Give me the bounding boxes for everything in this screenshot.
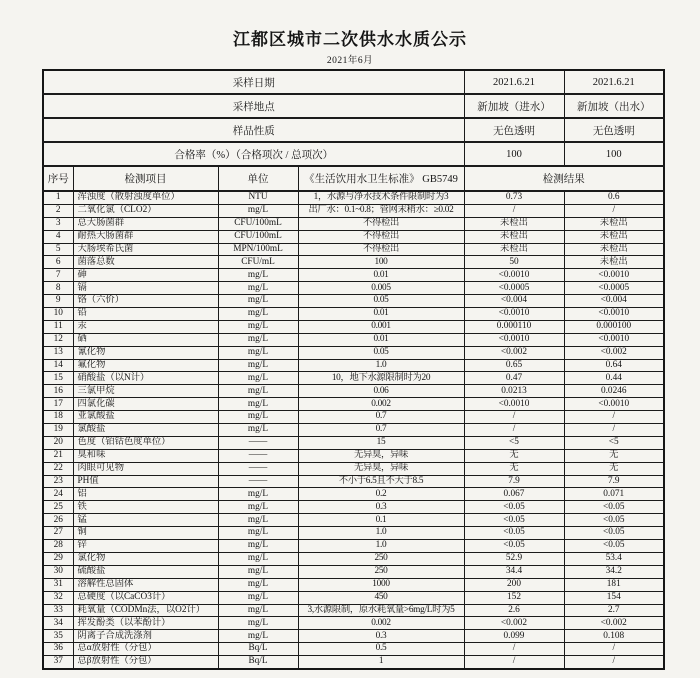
table-row bbox=[43, 604, 664, 617]
item-name: 铜 bbox=[73, 527, 218, 540]
item-name: 硫酸盐 bbox=[73, 565, 218, 578]
row-index: 26 bbox=[43, 514, 73, 527]
result-inlet: 0.099 bbox=[464, 630, 564, 643]
standard-cell: 0.005 bbox=[298, 282, 464, 295]
result-inlet: <0.002 bbox=[464, 346, 564, 359]
row-index: 23 bbox=[43, 475, 73, 488]
row-index: 4 bbox=[43, 230, 73, 243]
standard-cell: 0.06 bbox=[298, 385, 464, 398]
unit-cell: mg/L bbox=[218, 372, 298, 385]
table-row bbox=[43, 578, 664, 591]
standard-cell: 0.7 bbox=[298, 411, 464, 424]
item-name: 四氯化碳 bbox=[73, 398, 218, 411]
unit-cell: mg/L bbox=[218, 578, 298, 591]
table-row bbox=[43, 308, 664, 321]
item-name: 亚氯酸盐 bbox=[73, 411, 218, 424]
standard-cell: 0.001 bbox=[298, 320, 464, 333]
row-index: 17 bbox=[43, 398, 73, 411]
standard-cell: 无异臭，异味 bbox=[298, 449, 464, 462]
result-outlet: 53.4 bbox=[564, 552, 664, 565]
row-index: 37 bbox=[43, 656, 73, 669]
table-row bbox=[43, 527, 664, 540]
result-outlet: <0.002 bbox=[564, 617, 664, 630]
table-row bbox=[43, 514, 664, 527]
column-header-no: 序号 bbox=[43, 166, 73, 191]
unit-cell: CFU/mL bbox=[218, 256, 298, 269]
row-index: 12 bbox=[43, 333, 73, 346]
result-outlet: / bbox=[564, 424, 664, 437]
result-outlet: <0.05 bbox=[564, 527, 664, 540]
standard-cell: 0.002 bbox=[298, 617, 464, 630]
table-row bbox=[43, 475, 664, 488]
result-outlet: 0.6 bbox=[564, 191, 664, 204]
row-index: 28 bbox=[43, 540, 73, 553]
column-header-unit: 单位 bbox=[218, 166, 298, 191]
table-row bbox=[43, 630, 664, 643]
result-outlet: 无 bbox=[564, 462, 664, 475]
row-index: 8 bbox=[43, 282, 73, 295]
standard-cell: 0.1 bbox=[298, 514, 464, 527]
table-row bbox=[43, 617, 664, 630]
table-row bbox=[43, 424, 664, 437]
info-row-sample-nature bbox=[43, 118, 664, 142]
unit-cell: —— bbox=[218, 462, 298, 475]
result-inlet: <0.05 bbox=[464, 501, 564, 514]
table-row bbox=[43, 501, 664, 514]
row-index: 13 bbox=[43, 346, 73, 359]
unit-cell: mg/L bbox=[218, 501, 298, 514]
info-label: 合格率（%）（合格项次 / 总项次） bbox=[43, 142, 464, 166]
table-row bbox=[43, 346, 664, 359]
result-outlet: 7.9 bbox=[564, 475, 664, 488]
unit-cell: mg/L bbox=[218, 565, 298, 578]
unit-cell: MPN/100mL bbox=[218, 243, 298, 256]
standard-cell: 0.7 bbox=[298, 424, 464, 437]
item-name: 氯化物 bbox=[73, 552, 218, 565]
table-row bbox=[43, 436, 664, 449]
table-row bbox=[43, 333, 664, 346]
result-inlet: 0.73 bbox=[464, 191, 564, 204]
unit-cell: Bq/L bbox=[218, 656, 298, 669]
row-index: 19 bbox=[43, 424, 73, 437]
row-index: 3 bbox=[43, 217, 73, 230]
unit-cell: mg/L bbox=[218, 385, 298, 398]
item-name: 大肠埃希氏菌 bbox=[73, 243, 218, 256]
info-section bbox=[43, 70, 664, 191]
table-row bbox=[43, 282, 664, 295]
unit-cell: CFU/100mL bbox=[218, 230, 298, 243]
table-row bbox=[43, 385, 664, 398]
result-outlet: <5 bbox=[564, 436, 664, 449]
unit-cell: mg/L bbox=[218, 398, 298, 411]
item-name: 砷 bbox=[73, 269, 218, 282]
row-index: 6 bbox=[43, 256, 73, 269]
item-name: 总大肠菌群 bbox=[73, 217, 218, 230]
unit-cell: mg/L bbox=[218, 204, 298, 217]
unit-cell: mg/L bbox=[218, 295, 298, 308]
standard-cell: 250 bbox=[298, 565, 464, 578]
row-index: 25 bbox=[43, 501, 73, 514]
result-inlet: <0.004 bbox=[464, 295, 564, 308]
standard-cell: 3,水源限制，原水耗氧量>6mg/L时为5 bbox=[298, 604, 464, 617]
result-outlet: / bbox=[564, 411, 664, 424]
table-row bbox=[43, 462, 664, 475]
item-name: 挥发酚类（以苯酚计） bbox=[73, 617, 218, 630]
table-row bbox=[43, 295, 664, 308]
unit-cell: mg/L bbox=[218, 308, 298, 321]
unit-cell: mg/L bbox=[218, 359, 298, 372]
result-inlet: 0.0213 bbox=[464, 385, 564, 398]
unit-cell: mg/L bbox=[218, 617, 298, 630]
result-inlet: 2.6 bbox=[464, 604, 564, 617]
unit-cell: mg/L bbox=[218, 333, 298, 346]
row-index: 30 bbox=[43, 565, 73, 578]
item-name: 二氧化氯（CLO2） bbox=[73, 204, 218, 217]
column-header-standard: 《生活饮用水卫生标准》 GB5749 bbox=[298, 166, 464, 191]
info-value-inlet: 新加坡（进水） bbox=[464, 94, 564, 118]
table-row bbox=[43, 191, 664, 204]
row-index: 2 bbox=[43, 204, 73, 217]
result-outlet: 154 bbox=[564, 591, 664, 604]
unit-cell: mg/L bbox=[218, 411, 298, 424]
column-header-row bbox=[43, 166, 664, 191]
standard-cell: 1.0 bbox=[298, 359, 464, 372]
result-inlet: 7.9 bbox=[464, 475, 564, 488]
result-outlet: <0.05 bbox=[564, 514, 664, 527]
row-index: 5 bbox=[43, 243, 73, 256]
info-value-outlet: 100 bbox=[564, 142, 664, 166]
unit-cell: NTU bbox=[218, 191, 298, 204]
item-name: 氯酸盐 bbox=[73, 424, 218, 437]
unit-cell: —— bbox=[218, 436, 298, 449]
standard-cell: 15 bbox=[298, 436, 464, 449]
result-outlet: <0.0005 bbox=[564, 282, 664, 295]
result-outlet: 0.44 bbox=[564, 372, 664, 385]
result-inlet: 0.47 bbox=[464, 372, 564, 385]
result-inlet: 0.65 bbox=[464, 359, 564, 372]
water-quality-table bbox=[42, 69, 665, 670]
unit-cell: mg/L bbox=[218, 488, 298, 501]
table-row bbox=[43, 359, 664, 372]
result-inlet: <0.0010 bbox=[464, 398, 564, 411]
row-index: 24 bbox=[43, 488, 73, 501]
result-inlet: 152 bbox=[464, 591, 564, 604]
item-name: 臭和味 bbox=[73, 449, 218, 462]
table-row bbox=[43, 256, 664, 269]
result-inlet: 未检出 bbox=[464, 230, 564, 243]
row-index: 21 bbox=[43, 449, 73, 462]
result-inlet: 50 bbox=[464, 256, 564, 269]
unit-cell: mg/L bbox=[218, 282, 298, 295]
info-label: 采样地点 bbox=[43, 94, 464, 118]
standard-cell: 不得检出 bbox=[298, 243, 464, 256]
item-name: 总β放射性（分包） bbox=[73, 656, 218, 669]
table-row bbox=[43, 411, 664, 424]
result-inlet: 未检出 bbox=[464, 243, 564, 256]
unit-cell: mg/L bbox=[218, 552, 298, 565]
standard-cell: 0.002 bbox=[298, 398, 464, 411]
item-name: 氟化物 bbox=[73, 359, 218, 372]
result-outlet: 0.64 bbox=[564, 359, 664, 372]
table-row bbox=[43, 243, 664, 256]
unit-cell: mg/L bbox=[218, 320, 298, 333]
unit-cell: mg/L bbox=[218, 527, 298, 540]
row-index: 20 bbox=[43, 436, 73, 449]
result-inlet: 无 bbox=[464, 462, 564, 475]
item-name: PH值 bbox=[73, 475, 218, 488]
item-name: 三氯甲烷 bbox=[73, 385, 218, 398]
info-row-sampling-date bbox=[43, 70, 664, 94]
item-name: 硒 bbox=[73, 333, 218, 346]
standard-cell: 0.3 bbox=[298, 630, 464, 643]
standard-cell: 不得检出 bbox=[298, 217, 464, 230]
result-outlet: 0.0246 bbox=[564, 385, 664, 398]
table-row bbox=[43, 269, 664, 282]
unit-cell: mg/L bbox=[218, 604, 298, 617]
table-row bbox=[43, 204, 664, 217]
standard-cell: 不小于6.5且不大于8.5 bbox=[298, 475, 464, 488]
result-inlet: 0.000110 bbox=[464, 320, 564, 333]
result-outlet: <0.002 bbox=[564, 346, 664, 359]
table-row bbox=[43, 540, 664, 553]
standard-cell: 1.0 bbox=[298, 540, 464, 553]
result-inlet: / bbox=[464, 643, 564, 656]
item-name: 肉眼可见物 bbox=[73, 462, 218, 475]
row-index: 35 bbox=[43, 630, 73, 643]
result-outlet: 无 bbox=[564, 449, 664, 462]
standard-cell: 450 bbox=[298, 591, 464, 604]
standard-cell: 100 bbox=[298, 256, 464, 269]
item-name: 浑浊度（散射浊度单位） bbox=[73, 191, 218, 204]
standard-cell: 1000 bbox=[298, 578, 464, 591]
result-outlet: <0.0010 bbox=[564, 333, 664, 346]
result-inlet: <0.002 bbox=[464, 617, 564, 630]
item-name: 色度（铂钴色度单位） bbox=[73, 436, 218, 449]
result-inlet: <0.05 bbox=[464, 514, 564, 527]
result-inlet: <0.05 bbox=[464, 527, 564, 540]
item-name: 总α放射性（分包） bbox=[73, 643, 218, 656]
table-row bbox=[43, 488, 664, 501]
table-row bbox=[43, 565, 664, 578]
item-name: 耐热大肠菌群 bbox=[73, 230, 218, 243]
item-name: 总硬度（以CaCO3计） bbox=[73, 591, 218, 604]
row-index: 29 bbox=[43, 552, 73, 565]
info-row-pass-rate bbox=[43, 142, 664, 166]
standard-cell: 1 bbox=[298, 656, 464, 669]
table-row bbox=[43, 230, 664, 243]
standard-cell: 0.01 bbox=[298, 269, 464, 282]
item-name: 菌落总数 bbox=[73, 256, 218, 269]
unit-cell: CFU/100mL bbox=[218, 217, 298, 230]
info-label: 样品性质 bbox=[43, 118, 464, 142]
result-outlet: 未检出 bbox=[564, 243, 664, 256]
table-row bbox=[43, 320, 664, 333]
result-outlet: 0.071 bbox=[564, 488, 664, 501]
table-row bbox=[43, 552, 664, 565]
result-inlet: <0.0010 bbox=[464, 308, 564, 321]
info-value-inlet: 100 bbox=[464, 142, 564, 166]
standard-cell: 无异臭，异味 bbox=[298, 462, 464, 475]
table-row bbox=[43, 591, 664, 604]
info-value-outlet: 新加坡（出水） bbox=[564, 94, 664, 118]
row-index: 36 bbox=[43, 643, 73, 656]
column-header-item: 检测项目 bbox=[73, 166, 218, 191]
info-value-inlet: 无色透明 bbox=[464, 118, 564, 142]
info-value-outlet: 2021.6.21 bbox=[564, 70, 664, 94]
row-index: 7 bbox=[43, 269, 73, 282]
result-outlet: 0.108 bbox=[564, 630, 664, 643]
standard-cell: 0.2 bbox=[298, 488, 464, 501]
row-index: 32 bbox=[43, 591, 73, 604]
result-inlet: 52.9 bbox=[464, 552, 564, 565]
item-name: 锰 bbox=[73, 514, 218, 527]
row-index: 27 bbox=[43, 527, 73, 540]
result-inlet: <0.05 bbox=[464, 540, 564, 553]
row-index: 22 bbox=[43, 462, 73, 475]
item-name: 镉 bbox=[73, 282, 218, 295]
row-index: 34 bbox=[43, 617, 73, 630]
result-outlet: <0.05 bbox=[564, 540, 664, 553]
result-inlet: 34.4 bbox=[464, 565, 564, 578]
result-outlet: <0.05 bbox=[564, 501, 664, 514]
table-row bbox=[43, 398, 664, 411]
result-inlet: 未检出 bbox=[464, 217, 564, 230]
result-outlet: / bbox=[564, 204, 664, 217]
unit-cell: mg/L bbox=[218, 269, 298, 282]
table-row bbox=[43, 372, 664, 385]
item-name: 氰化物 bbox=[73, 346, 218, 359]
info-label: 采样日期 bbox=[43, 70, 464, 94]
result-outlet: 2.7 bbox=[564, 604, 664, 617]
info-row-sampling-location bbox=[43, 94, 664, 118]
result-inlet: / bbox=[464, 424, 564, 437]
result-inlet: 无 bbox=[464, 449, 564, 462]
item-name: 硝酸盐（以N计） bbox=[73, 372, 218, 385]
standard-cell: 出厂水：0.1~0.8；管网末稍水：≥0.02 bbox=[298, 204, 464, 217]
standard-cell: 10，地下水源限制时为20 bbox=[298, 372, 464, 385]
standard-cell: 0.01 bbox=[298, 333, 464, 346]
standard-cell: 0.01 bbox=[298, 308, 464, 321]
result-outlet: / bbox=[564, 656, 664, 669]
info-value-outlet: 无色透明 bbox=[564, 118, 664, 142]
result-outlet: <0.004 bbox=[564, 295, 664, 308]
result-inlet: <0.0005 bbox=[464, 282, 564, 295]
unit-cell: mg/L bbox=[218, 591, 298, 604]
column-header-result: 检测结果 bbox=[464, 166, 664, 191]
row-index: 11 bbox=[43, 320, 73, 333]
table-row bbox=[43, 449, 664, 462]
document-title: 江都区城市二次供水水质公示 bbox=[233, 30, 467, 49]
result-outlet: <0.0010 bbox=[564, 398, 664, 411]
result-outlet: 181 bbox=[564, 578, 664, 591]
item-name: 铅 bbox=[73, 308, 218, 321]
row-index: 31 bbox=[43, 578, 73, 591]
result-inlet: 0.067 bbox=[464, 488, 564, 501]
result-outlet: 未检出 bbox=[564, 256, 664, 269]
result-outlet: 0.000100 bbox=[564, 320, 664, 333]
info-value-inlet: 2021.6.21 bbox=[464, 70, 564, 94]
item-name: 铝 bbox=[73, 488, 218, 501]
standard-cell: 0.5 bbox=[298, 643, 464, 656]
unit-cell: —— bbox=[218, 475, 298, 488]
results-body bbox=[43, 191, 664, 669]
result-inlet: <5 bbox=[464, 436, 564, 449]
item-name: 铬（六价） bbox=[73, 295, 218, 308]
unit-cell: mg/L bbox=[218, 346, 298, 359]
result-outlet: 34.2 bbox=[564, 565, 664, 578]
item-name: 汞 bbox=[73, 320, 218, 333]
result-inlet: / bbox=[464, 411, 564, 424]
result-inlet: / bbox=[464, 656, 564, 669]
table-row bbox=[43, 643, 664, 656]
result-inlet: / bbox=[464, 204, 564, 217]
item-name: 阴离子合成洗涤剂 bbox=[73, 630, 218, 643]
table-row bbox=[43, 217, 664, 230]
row-index: 9 bbox=[43, 295, 73, 308]
result-outlet: 未检出 bbox=[564, 230, 664, 243]
item-name: 锌 bbox=[73, 540, 218, 553]
item-name: 溶解性总固体 bbox=[73, 578, 218, 591]
result-outlet: / bbox=[564, 643, 664, 656]
item-name: 铁 bbox=[73, 501, 218, 514]
row-index: 18 bbox=[43, 411, 73, 424]
unit-cell: mg/L bbox=[218, 540, 298, 553]
row-index: 15 bbox=[43, 372, 73, 385]
result-outlet: <0.0010 bbox=[564, 269, 664, 282]
result-inlet: <0.0010 bbox=[464, 333, 564, 346]
result-inlet: <0.0010 bbox=[464, 269, 564, 282]
row-index: 14 bbox=[43, 359, 73, 372]
row-index: 33 bbox=[43, 604, 73, 617]
standard-cell: 不得检出 bbox=[298, 230, 464, 243]
unit-cell: mg/L bbox=[218, 424, 298, 437]
result-outlet: <0.0010 bbox=[564, 308, 664, 321]
standard-cell: 1.0 bbox=[298, 527, 464, 540]
standard-cell: 0.05 bbox=[298, 295, 464, 308]
standard-cell: 250 bbox=[298, 552, 464, 565]
item-name: 耗氧量（CODMn法，以O2计） bbox=[73, 604, 218, 617]
document-subtitle: 2021年6月 bbox=[326, 56, 374, 66]
unit-cell: —— bbox=[218, 449, 298, 462]
unit-cell: Bq/L bbox=[218, 643, 298, 656]
standard-cell: 1，水源与净水技术条件限制时为3 bbox=[298, 191, 464, 204]
standard-cell: 0.3 bbox=[298, 501, 464, 514]
row-index: 10 bbox=[43, 308, 73, 321]
unit-cell: mg/L bbox=[218, 514, 298, 527]
result-inlet: 200 bbox=[464, 578, 564, 591]
row-index: 16 bbox=[43, 385, 73, 398]
row-index: 1 bbox=[43, 191, 73, 204]
unit-cell: mg/L bbox=[218, 630, 298, 643]
result-outlet: 未检出 bbox=[564, 217, 664, 230]
table-row bbox=[43, 656, 664, 669]
standard-cell: 0.05 bbox=[298, 346, 464, 359]
